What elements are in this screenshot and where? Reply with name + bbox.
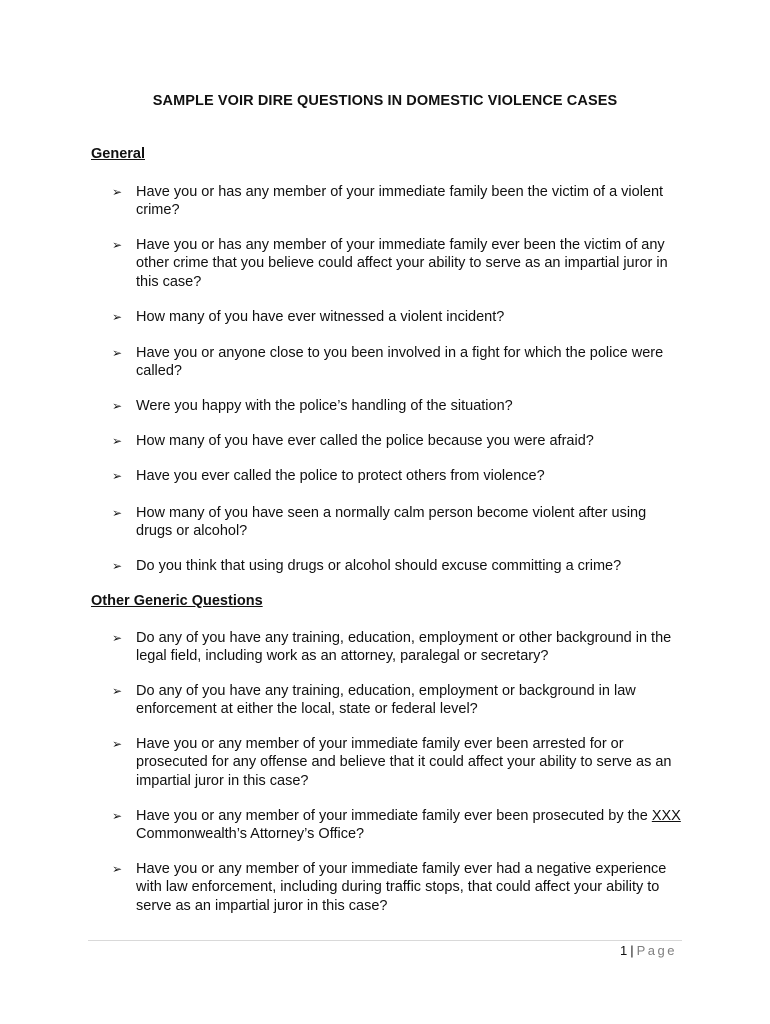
document-title: SAMPLE VOIR DIRE QUESTIONS IN DOMESTIC VIOLENCE CASES: [152, 93, 618, 109]
page-number: 1: [620, 943, 628, 958]
arrow-bullet-icon: ➢: [112, 238, 123, 252]
question-text: Have you ever called the police to protect others from violence?: [136, 468, 545, 484]
list-item: [112, 344, 682, 381]
question-text: Have you or any member of your immediate family ever been arrested for or prosecuted for any offense and believe that it could affect your ability to serve as an impartial juror in this case?: [136, 736, 672, 789]
question-text: Have you or anyone close to you been involved in a fight for which the police were called?: [136, 345, 664, 380]
question-text-end: Commonwealth’s Attorney’s Office?: [136, 826, 365, 843]
arrow-bullet-icon: ➢: [112, 506, 123, 520]
section-heading-other-generic-questions: Other Generic Questions: [91, 593, 263, 609]
list-item: [112, 682, 682, 719]
question-text: Have you or has any member of your immediate family ever been the victim of any other crime that you believe could affect your ability to serve as an impartial juror in this case?: [136, 237, 668, 290]
question-text: Were you happy with the police’s handling of the situation?: [136, 398, 513, 414]
arrow-bullet-icon: ➢: [112, 346, 123, 360]
section-heading-general: General: [91, 146, 145, 162]
footer-divider: [88, 940, 682, 941]
list-item: [112, 504, 682, 541]
arrow-bullet-icon: ➢: [112, 185, 123, 199]
question-text: How many of you have ever called the police because you were afraid?: [136, 433, 594, 449]
list-item: [112, 557, 682, 575]
question-text: How many of you have seen a normally calm person become violent after using drugs or alcohol?: [136, 505, 647, 540]
footer-separator: |: [630, 943, 634, 958]
page-footer: [620, 943, 677, 958]
list-item: [112, 236, 682, 291]
arrow-bullet-icon: ➢: [112, 684, 123, 698]
question-text: Do any of you have any training, education, employment or background in law enforcement at either the local, state or federal level?: [136, 683, 636, 718]
arrow-bullet-icon: ➢: [112, 862, 123, 876]
arrow-bullet-icon: ➢: [112, 434, 123, 448]
arrow-bullet-icon: ➢: [112, 737, 123, 751]
question-text: Have you or has any member of your immediate family been the victim of a violent crime?: [136, 184, 664, 219]
list-item: [112, 807, 682, 844]
question-text: [136, 807, 682, 844]
arrow-bullet-icon: ➢: [112, 469, 123, 483]
list-item: [112, 467, 682, 485]
question-text: Have you or any member of your immediate family ever had a negative experience with law enforcement, including during traffic stops, that could affect your ability to serve as an impartial juror in this case?: [136, 861, 667, 914]
list-item: [112, 629, 682, 666]
arrow-bullet-icon: ➢: [112, 809, 123, 823]
page-label: Page: [636, 943, 677, 958]
list-item: [112, 308, 682, 326]
question-text: How many of you have ever witnessed a violent incident?: [136, 309, 505, 325]
arrow-bullet-icon: ➢: [112, 631, 123, 645]
question-text-start: Have you or any member of your immediate family ever been prosecuted by the: [136, 808, 648, 824]
arrow-bullet-icon: ➢: [112, 399, 123, 413]
question-text: Do you think that using drugs or alcohol should excuse committing a crime?: [136, 558, 622, 574]
list-item: [112, 860, 682, 915]
question-text: Do any of you have any training, education, employment or other background in the legal field, including work as an attorney, paralegal or secretary?: [136, 630, 672, 665]
list-item: [112, 397, 682, 415]
placeholder-office-name: XXX: [651, 808, 681, 824]
list-item: [112, 183, 682, 220]
arrow-bullet-icon: ➢: [112, 310, 123, 324]
arrow-bullet-icon: ➢: [112, 559, 123, 573]
list-item: [112, 735, 682, 790]
list-item: [112, 432, 682, 450]
